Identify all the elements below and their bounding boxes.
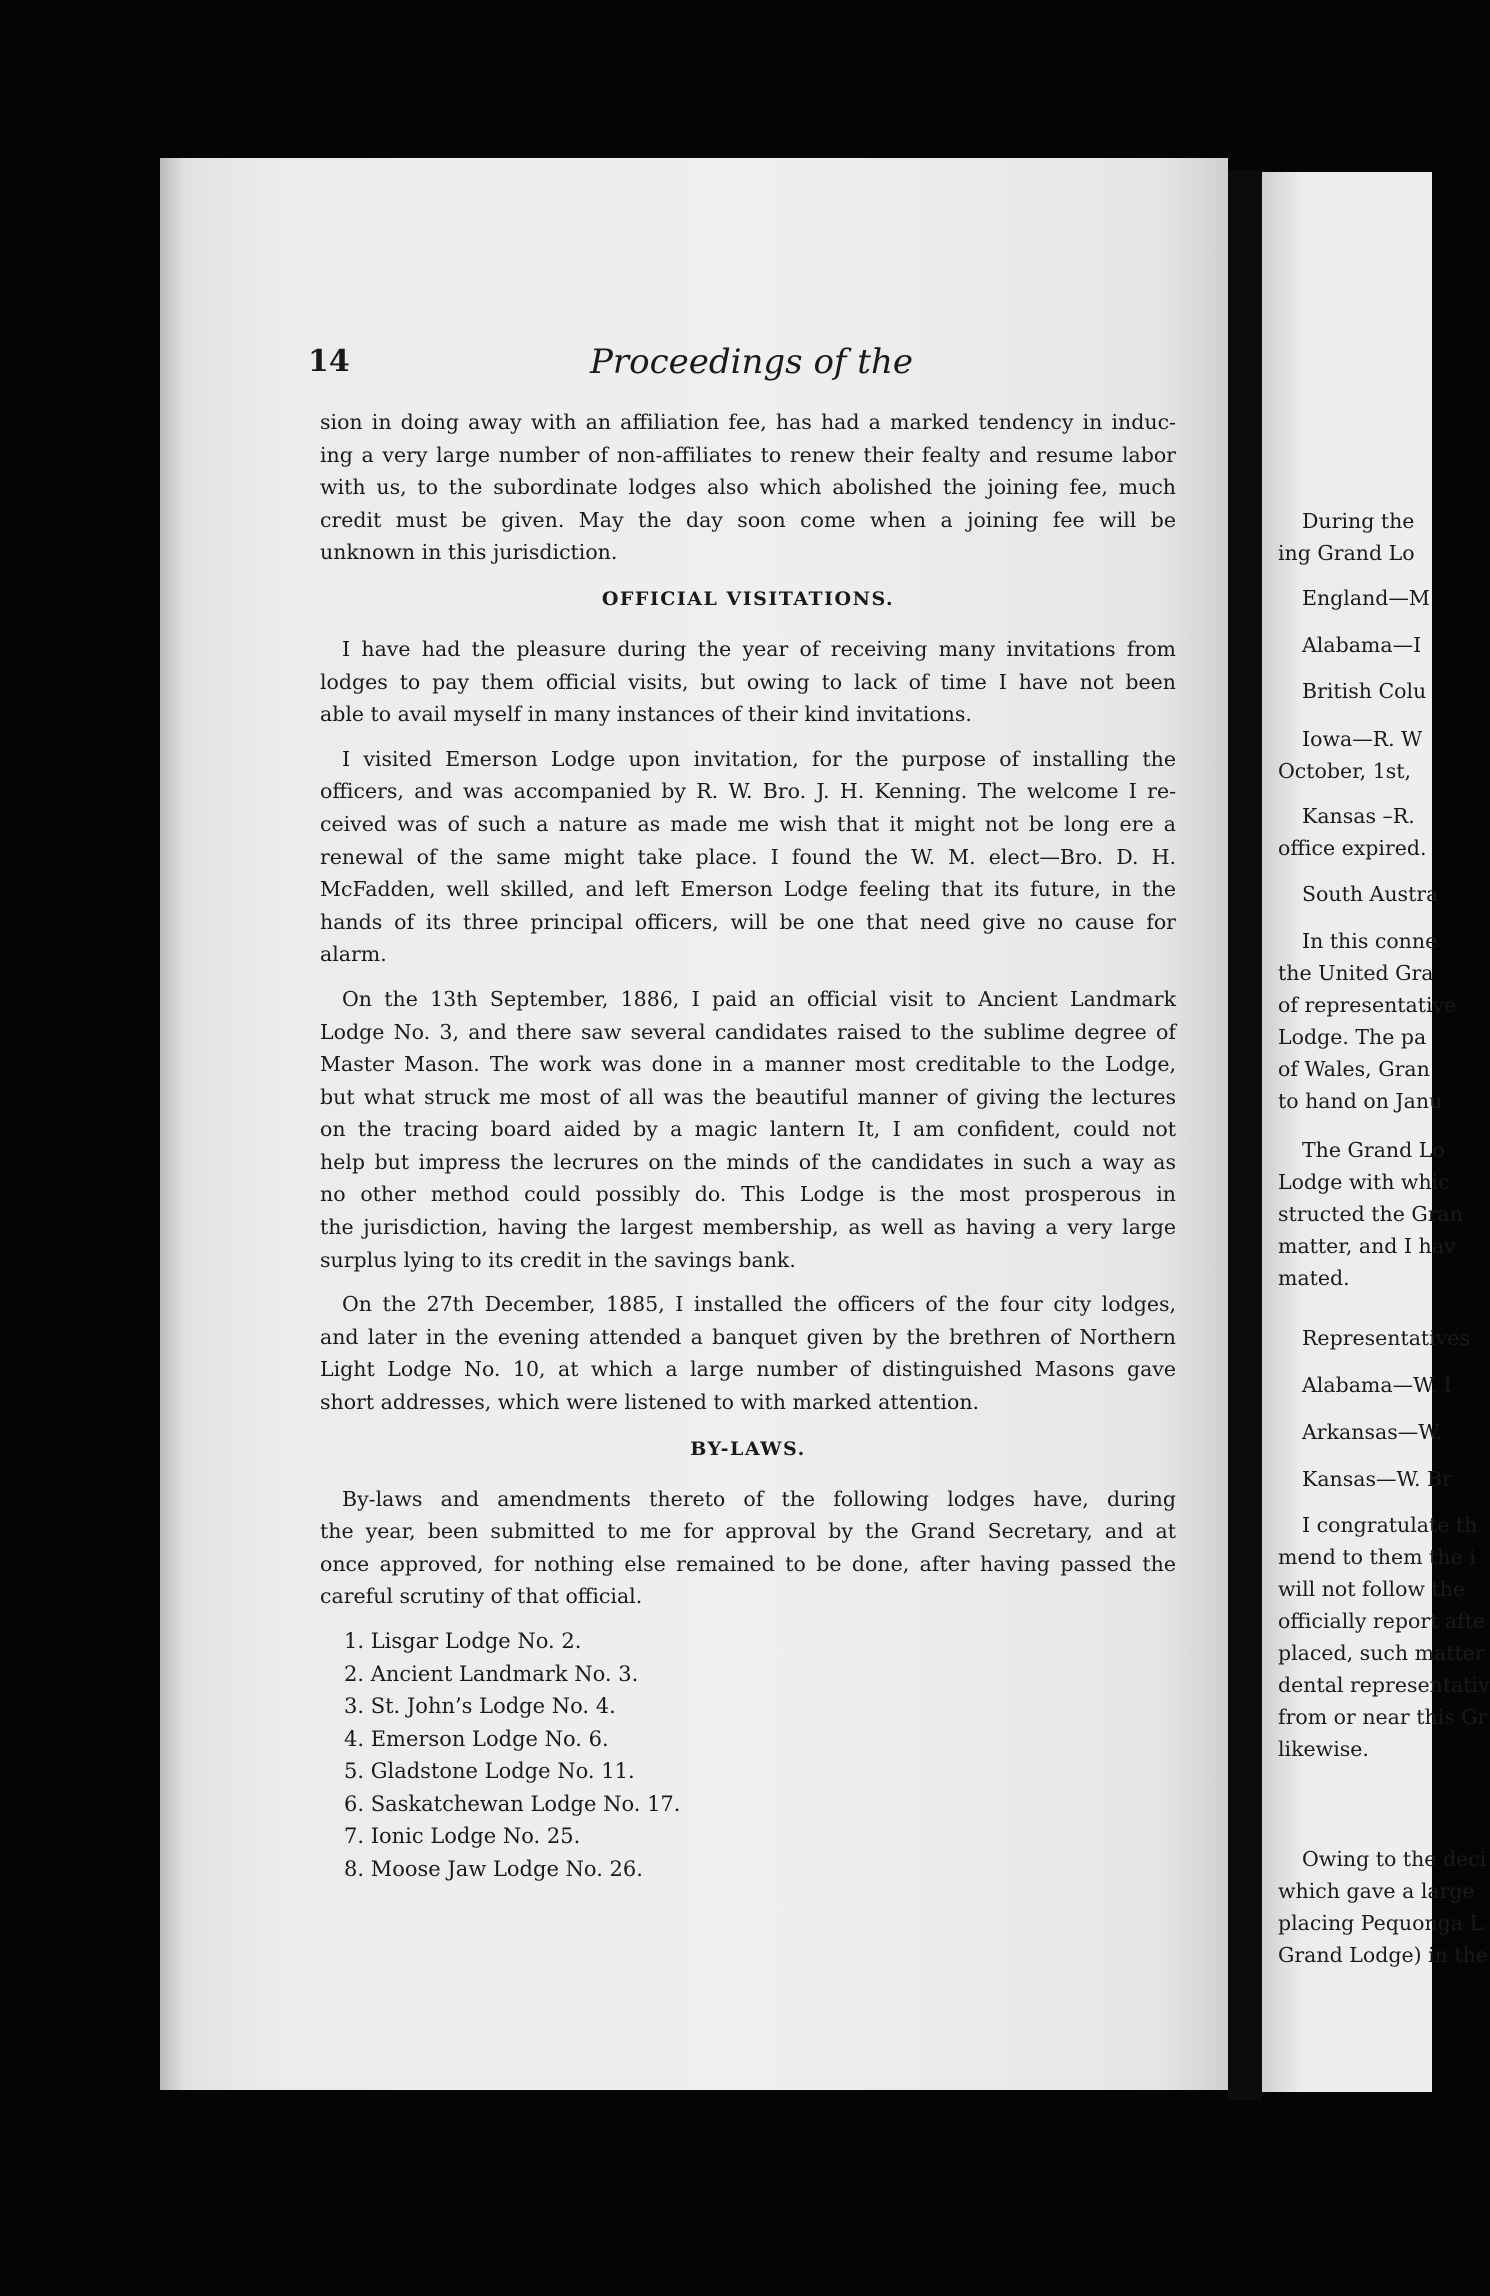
text-line: Master Mason. The work was done in a manner most creditable to the Lodge,	[320, 1052, 1176, 1077]
book-gutter	[1228, 170, 1262, 2100]
text-line: with us, to the subordinate lodges also which abolished the joining fee, much	[320, 475, 1176, 500]
left-page	[160, 158, 1228, 2090]
list-item: 6. Saskatchewan Lodge No. 17.	[344, 1791, 681, 1816]
text-line: ing a very large number of non-affiliates to renew their fealty and resume labor	[320, 442, 1176, 467]
text-line: On the 27th December, 1885, I installed the officers of the four city lodges,	[342, 1292, 1176, 1317]
text-line: renewal of the same might take place. I found the W. M. elect—Bro. D. H.	[320, 844, 1176, 869]
right-page-line: Lodge with whic	[1278, 1170, 1450, 1194]
text-line: once approved, for nothing else remained to be done, after having passed the	[320, 1551, 1176, 1576]
paragraph-ancient-landmark	[320, 983, 1176, 1276]
right-page-line: The Grand Lo	[1302, 1138, 1445, 1162]
intro-paragraph	[320, 406, 1176, 569]
right-page-line: Lodge. The pa	[1278, 1025, 1427, 1049]
paragraph-december	[320, 1288, 1176, 1418]
text-line: hands of its three principal officers, will be one that need give no cause for	[320, 909, 1176, 934]
right-page-line: In this conne	[1302, 929, 1438, 953]
right-page-line: from or near this Gr	[1278, 1705, 1488, 1729]
heading-official-visitations: OFFICIAL VISITATIONS.	[601, 587, 895, 610]
text-line: officers, and was accompanied by R. W. Bro. J. H. Kenning. The welcome I re-	[320, 779, 1176, 804]
text-line: alarm.	[320, 942, 387, 967]
text-line: lodges to pay them official visits, but owing to lack of time I have not been	[320, 669, 1176, 694]
page-number: 14	[308, 344, 350, 379]
text-line: On the 13th September, 1886, I paid an official visit to Ancient Landmark	[342, 986, 1176, 1011]
right-page-line: will not follow the	[1278, 1577, 1466, 1601]
text-line: short addresses, which were listened to with marked attention.	[320, 1390, 980, 1415]
paragraph-visits	[320, 633, 1176, 731]
list-item: 1. Lisgar Lodge No. 2.	[344, 1629, 582, 1653]
right-page-line: office expired.	[1278, 836, 1427, 860]
right-page-line: Arkansas—W.	[1302, 1420, 1443, 1444]
right-page-line: England—Μ	[1302, 586, 1430, 610]
right-page-line: During the	[1302, 509, 1415, 533]
list-item: 5. Gladstone Lodge No. 11.	[344, 1759, 635, 1783]
right-page-line: Owing to the deci	[1302, 1847, 1487, 1871]
text-line: credit must be given. May the day soon come when a joining fee will be	[320, 507, 1176, 532]
text-line: sion in doing away with an affiliation fee, has had a marked tendency in induc-	[320, 410, 1176, 434]
right-page-line: to hand on Janu	[1278, 1089, 1443, 1113]
text-line: Light Lodge No. 10, at which a large number of distinguished Masons gave	[320, 1357, 1176, 1382]
right-page-line: Alabama—I	[1302, 633, 1422, 657]
text-line: ceived was of such a nature as made me wish that it might not be long ere a	[320, 811, 1176, 836]
right-page-line: Grand Lodge) in the	[1278, 1943, 1488, 1967]
right-page-line: of representative	[1278, 993, 1457, 1017]
text-line: careful scrutiny of that official.	[320, 1584, 643, 1609]
right-page-line: Iowa—R. W	[1302, 727, 1423, 751]
text-line: surplus lying to its credit in the savings bank.	[320, 1247, 796, 1272]
text-line: and later in the evening attended a banquet given by the brethren of Northern	[320, 1324, 1176, 1349]
page-header	[160, 344, 1228, 384]
right-page-line: likewise.	[1278, 1737, 1369, 1761]
right-page-line: British Colu	[1302, 679, 1427, 703]
right-page-line: Kansas—W. Br	[1302, 1467, 1452, 1491]
right-page-line: which gave a large	[1278, 1879, 1475, 1903]
text-line: help but impress the lecrures on the minds of the candidates in such a way as	[320, 1149, 1176, 1174]
paragraph-emerson	[320, 743, 1176, 971]
right-page-line: dental representativ	[1278, 1673, 1490, 1697]
right-page-line: Alabama—W. I	[1302, 1373, 1452, 1397]
text-line: able to avail myself in many instances of their kind invitations.	[320, 702, 972, 727]
right-page-line: placed, such matter	[1278, 1641, 1485, 1665]
right-page-line: mend to them the i	[1278, 1545, 1476, 1569]
right-page-line: placing Pequonga L	[1278, 1911, 1484, 1935]
text-line: the jurisdiction, having the largest membership, as well as having a very large	[320, 1215, 1176, 1240]
right-page	[1262, 172, 1490, 2092]
right-page-line: October, 1st,	[1278, 759, 1412, 783]
right-page-line: the United Gra	[1278, 961, 1434, 985]
paragraph-by-laws	[320, 1483, 1176, 1613]
right-page-line: South Austra	[1302, 882, 1439, 906]
list-item: 3. St. John’s Lodge No. 4.	[344, 1694, 616, 1718]
right-page-line: I congratulate th	[1302, 1513, 1478, 1537]
right-page-line: Kansas –R.	[1302, 804, 1415, 828]
text-line: I have had the pleasure during the year of receiving many invitations from	[342, 636, 1176, 661]
list-item: 4. Emerson Lodge No. 6.	[344, 1726, 609, 1751]
right-page-line: mated.	[1278, 1266, 1350, 1290]
text-line: but what struck me most of all was the beautiful manner of giving the lectures	[320, 1084, 1176, 1109]
right-page-line: matter, and I hav	[1278, 1234, 1456, 1258]
right-page-line: ing Grand Lo	[1278, 541, 1415, 565]
list-item: 2. Ancient Landmark No. 3.	[344, 1661, 639, 1686]
heading-by-laws: BY-LAWS.	[690, 1437, 806, 1460]
running-head: Proceedings of the	[590, 342, 913, 382]
text-line: I visited Emerson Lodge upon invitation, for the purpose of installing the	[342, 746, 1176, 771]
text-line: McFadden, well skilled, and left Emerson Lodge feeling that its future, in the	[320, 877, 1176, 902]
list-item: 8. Moose Jaw Lodge No. 26.	[344, 1856, 643, 1881]
right-page-line: structed the Gran	[1278, 1202, 1463, 1226]
list-item: 7. Ionic Lodge No. 25.	[344, 1824, 581, 1848]
text-line: unknown in this jurisdiction.	[320, 540, 618, 565]
right-page-line: of Wales, Gran	[1278, 1057, 1430, 1081]
right-page-line: officially report afte	[1278, 1609, 1486, 1633]
text-line: Lodge No. 3, and there saw several candidates raised to the sublime degree of	[320, 1019, 1176, 1044]
right-page-line: Representatives	[1302, 1326, 1470, 1350]
text-line: no other method could possibly do. This Lodge is the most prosperous in	[320, 1182, 1176, 1207]
text-line: By-laws and amendments thereto of the following lodges have, during	[342, 1486, 1176, 1511]
text-line: on the tracing board aided by a magic lantern It, I am confident, could not	[320, 1117, 1176, 1142]
page-body	[320, 406, 1176, 1885]
text-line: the year, been submitted to me for approval by the Grand Secretary, and at	[320, 1519, 1176, 1544]
lodge-list	[320, 1625, 1176, 1885]
